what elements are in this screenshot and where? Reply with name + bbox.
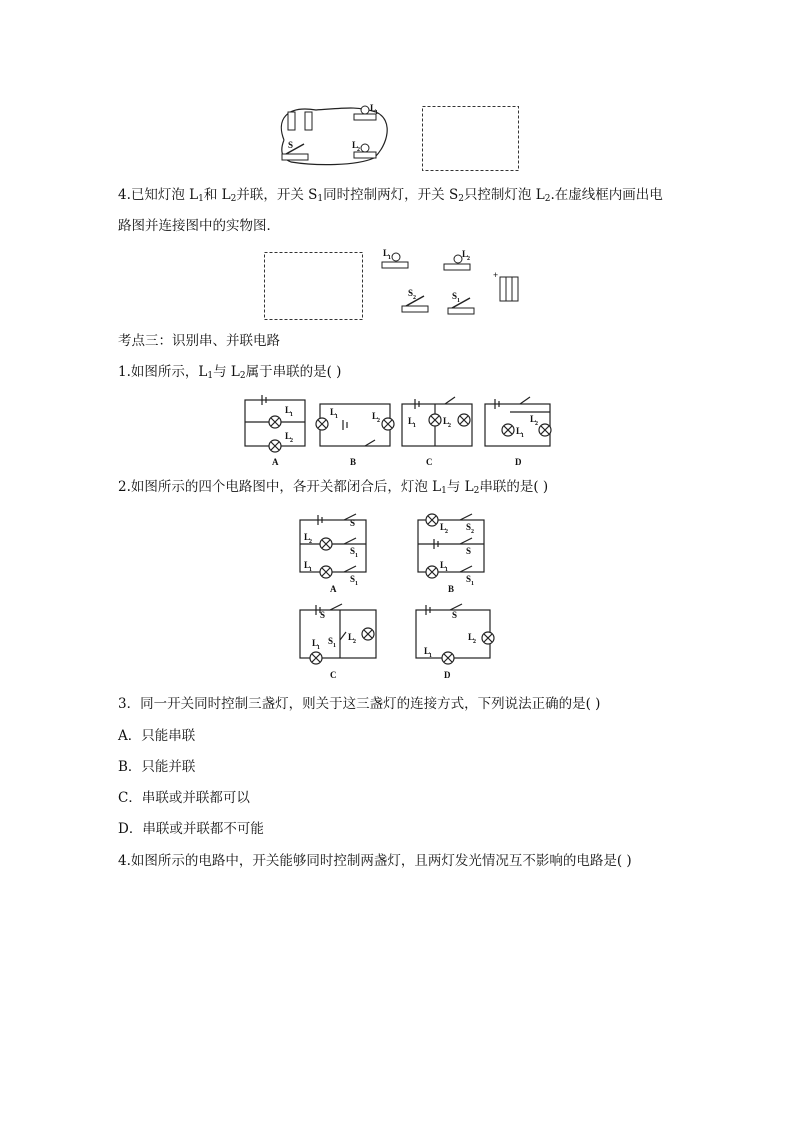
svg-text:1: 1 [375, 110, 378, 116]
svg-text:L: L [330, 407, 337, 417]
q2-circuit-diagrams [294, 510, 504, 682]
svg-text:L: L [348, 632, 355, 642]
svg-text:L: L [312, 638, 319, 648]
svg-text:S: S [452, 291, 458, 301]
svg-text:1: 1 [457, 298, 460, 304]
svg-text:1: 1 [521, 433, 524, 439]
q1-label-B: B [350, 457, 357, 467]
svg-text:2: 2 [467, 256, 470, 262]
svg-text:1: 1 [413, 423, 416, 429]
svg-text:L: L [443, 416, 450, 426]
svg-text:S: S [328, 636, 334, 646]
svg-text:L: L [370, 103, 377, 113]
q2-label-B: B [448, 584, 455, 594]
svg-text:1: 1 [355, 553, 358, 559]
svg-text:+: + [493, 270, 499, 280]
svg-text:2: 2 [309, 539, 312, 545]
q3-stem: 3．同一开关同时控制三盏灯，则关于这三盏灯的连接方式，下列说法正确的是( ) [118, 696, 601, 712]
svg-text:1: 1 [333, 643, 336, 649]
dashed-box-1 [422, 106, 520, 172]
dashed-box-2 [264, 252, 364, 322]
svg-text:L: L [440, 560, 447, 570]
svg-text:L: L [516, 426, 523, 436]
svg-text:2: 2 [448, 423, 451, 429]
svg-text:S: S [466, 574, 472, 584]
svg-text:S: S [350, 546, 356, 556]
svg-text:2: 2 [353, 639, 356, 645]
svg-text:1: 1 [355, 581, 358, 587]
q2-label-A: A [330, 584, 337, 594]
q1-label-C: C [426, 457, 433, 467]
physical-circuit-image [276, 100, 391, 170]
q3-option-c: C．串联或并联都可以 [118, 790, 250, 806]
q4-stem: 4.如图所示的电路中，开关能够同时控制两盏灯，且两灯发光情况互不影响的电路是( ) [118, 853, 632, 869]
svg-text:2: 2 [290, 438, 293, 444]
svg-text:2: 2 [377, 418, 380, 424]
svg-text:S: S [408, 288, 414, 298]
svg-text:L: L [440, 522, 447, 532]
q4-prev-line1: 4.已知灯泡 $L_1$和 $L_2$并联，开关 $S_1$同时控制两灯，开关 $S_2$只控制灯泡 $L_2$.在虚线框内画出电 [118, 187, 663, 204]
svg-text:1: 1 [335, 414, 338, 420]
svg-text:1: 1 [445, 567, 448, 573]
q1-stem: 1.如图所示，$L_1$与 $L_2$属于串联的是( ) [118, 364, 342, 381]
svg-text:L: L [468, 632, 475, 642]
svg-text:L: L [372, 411, 379, 421]
q4-prev-line2: 路图并连接图中的实物图． [118, 218, 280, 234]
svg-text:S: S [350, 518, 356, 528]
svg-text:L: L [304, 560, 311, 570]
svg-text:L: L [462, 249, 469, 259]
svg-text:2: 2 [535, 421, 538, 427]
section-title: 考点三：识别串、并联电路 [118, 333, 280, 349]
q2-stem: 2.如图所示的四个电路图中，各开关都闭合后，灯泡 $L_1$与 $L_2$串联的是( ) [118, 479, 549, 496]
svg-text:S: S [452, 610, 458, 620]
svg-text:1: 1 [429, 653, 432, 659]
svg-text:1: 1 [290, 412, 293, 418]
svg-text:S: S [288, 140, 294, 150]
svg-text:L: L [408, 416, 415, 426]
q1-circuit-diagrams [240, 392, 560, 470]
svg-text:2: 2 [413, 295, 416, 301]
q3-option-b: B．只能并联 [118, 759, 196, 775]
q1A-L1-label: L [285, 405, 292, 415]
q1-label-A: A [272, 457, 279, 467]
svg-text:L: L [530, 414, 537, 424]
q3-option-d: D．串联或并联都不可能 [118, 821, 264, 837]
svg-text:L: L [424, 646, 431, 656]
svg-text:S: S [466, 522, 472, 532]
svg-text:S: S [466, 546, 472, 556]
svg-text:S: S [320, 610, 326, 620]
svg-text:L: L [352, 140, 359, 150]
q1A-L2-label: L [285, 431, 292, 441]
svg-text:2: 2 [473, 639, 476, 645]
svg-text:2: 2 [357, 147, 360, 153]
svg-text:L: L [383, 248, 390, 258]
q2-label-C: C [330, 670, 337, 680]
q1-label-D: D [515, 457, 522, 467]
svg-text:1: 1 [309, 567, 312, 573]
q2-label-D: D [444, 670, 451, 680]
svg-text:2: 2 [445, 529, 448, 535]
svg-text:2: 2 [471, 529, 474, 535]
physical-components-image [380, 244, 530, 320]
q3-option-a: A．只能串联 [118, 728, 196, 744]
svg-text:S: S [350, 574, 356, 584]
svg-text:1: 1 [317, 645, 320, 651]
svg-text:1: 1 [471, 581, 474, 587]
svg-text:L: L [304, 532, 311, 542]
svg-text:1: 1 [388, 255, 391, 261]
